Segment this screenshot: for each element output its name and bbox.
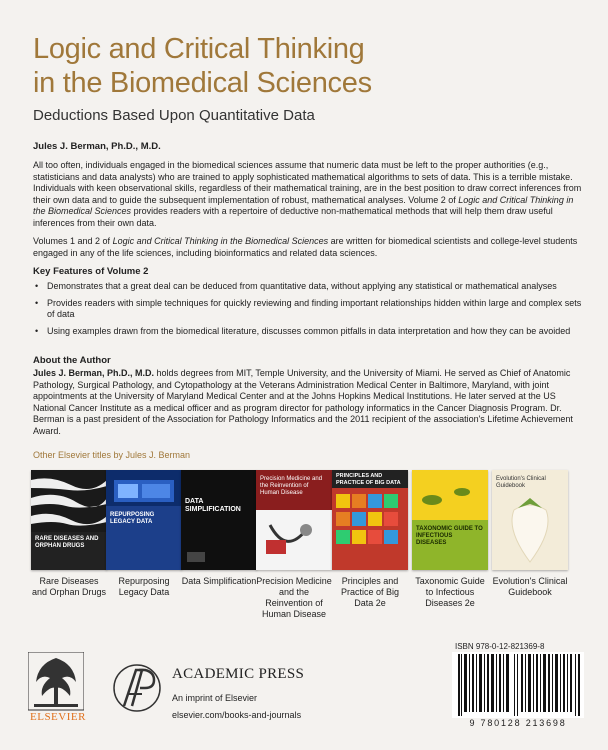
elsevier-tree-logo [28, 652, 84, 718]
elsevier-wordmark: ELSEVIER [30, 711, 86, 723]
barcode-icon [452, 652, 584, 718]
book-caption: Repurposing Legacy Data [118, 576, 170, 597]
barcode-digits: 9 780128 213698 [469, 718, 567, 728]
imprint-text: An imprint of Elsevier [172, 693, 258, 703]
academic-press-logo [112, 660, 162, 716]
book-caption: Data Simplification [181, 576, 257, 586]
key-feature-item: • Using examples drawn from the biomedical literature, discusses common pitfalls in data interpretation and how they can be avoided [33, 326, 585, 338]
description-paragraph-2: Volumes 1 and 2 of Logic and Critical Thinking in the Biomedical Sciences are written for biomedical scientists and college-level students engaged in any of the life sciences, including bioinformatics and related data sciences. [33, 236, 578, 258]
title-line-2: in the Biomedical Sciences [33, 67, 372, 99]
key-features-heading: Key Features of Volume 2 [33, 266, 149, 277]
other-titles-heading: Other Elsevier titles by Jules J. Berman [33, 450, 191, 460]
book-cover-taxonomic-guide: TAXONOMIC GUIDE TO INFECTIOUS DISEASES [412, 470, 488, 570]
title-line-1: Logic and Critical Thinking [33, 33, 365, 65]
description-paragraph-1: All too often, individuals engaged in the biomedical sciences assume that numeric data must be left to the proper authorities (e.g., statisticians and data analysts) who are trained to apply sophisticated mathematical algorithms to sets of data. This is a terrible mistake. Individuals with keen observational skills, regardless of their mathematical training, are in the best position to draw correct inferences from their own data and to guide the subsequent implementation of robust, mathematical analyses. Volume 2 of Logic and Critical Thinking in the Biomedical Sciences provides readers with a repertoire of deductive non-mathematical methods that will help them draw useful inferences from their own data. [33, 160, 582, 228]
dark-cover-icon [181, 470, 257, 570]
book-cover-evolution: Evolution's Clinical Guidebook [492, 470, 568, 570]
book-cover-data-simplification: DATA SIMPLIFICATION [181, 470, 257, 570]
book-caption: Evolution's Clinical Guidebook [492, 576, 568, 597]
book-title [33, 32, 593, 100]
zebra-cover-icon [31, 470, 107, 570]
book-cover-repurposing: REPURPOSING LEGACY DATA [106, 470, 182, 570]
publisher-url: elsevier.com/books-and-journals [172, 710, 302, 720]
book-subtitle: Deductions Based Upon Quantitative Data [33, 107, 315, 124]
isbn-text: ISBN 978-0-12-821369-8 [455, 642, 545, 651]
book-caption: Principles and Practice of Big Data 2e [340, 576, 400, 608]
book-cover-rare-diseases: RARE DISEASES AND ORPHAN DRUGS [31, 470, 107, 570]
key-features-list [33, 281, 585, 342]
about-author-heading: About the Author [33, 355, 111, 366]
key-feature-item: • Demonstrates that a great deal can be deduced from quantitative data, without applying any statistical or mathematical analyses [33, 281, 585, 293]
about-author-paragraph: Jules J. Berman, Ph.D., M.D. holds degrees from MIT, Temple University, and the University of Miami. He served as Chief of Anatomic Pathology, Surgical Pathology, and Cytopathology at the Veterans Administration Medical Center in Baltimore, Maryland, with joint appointments at the University of Maryland Medical Center and at the Johns Hopkins Medical Institutions. He later served at the US National Cancer Institute as a medical officer and as program director for pathology informatics in the Cancer Diagnosis Program. Dr. Berman is a past president of the Association for Pathology Informatics and the 2011 recipient of the association's Lifetime Achievement Award. [33, 368, 573, 436]
book-caption: Precision Medicine and the Reinvention of Human Disease [256, 576, 332, 619]
book-cover-precision-medicine: Precision Medicine and the Reinvention of Human Disease [256, 470, 332, 570]
key-feature-item: • Provides readers with simple techniques for quickly reviewing and finding important relationships hidden within large and complex sets of data [33, 298, 585, 321]
book-caption: Rare Diseases and Orphan Drugs [31, 576, 107, 597]
publisher-name: ACADEMIC PRESS [172, 666, 305, 682]
book-caption: Taxonomic Guide to Infectious Diseases 2e [415, 576, 485, 608]
book-cover-big-data: PRINCIPLES AND PRACTICE OF BIG DATA [332, 470, 408, 570]
author-name: Jules J. Berman, Ph.D., M.D. [33, 141, 161, 152]
bacteria-cover-icon [412, 470, 488, 570]
